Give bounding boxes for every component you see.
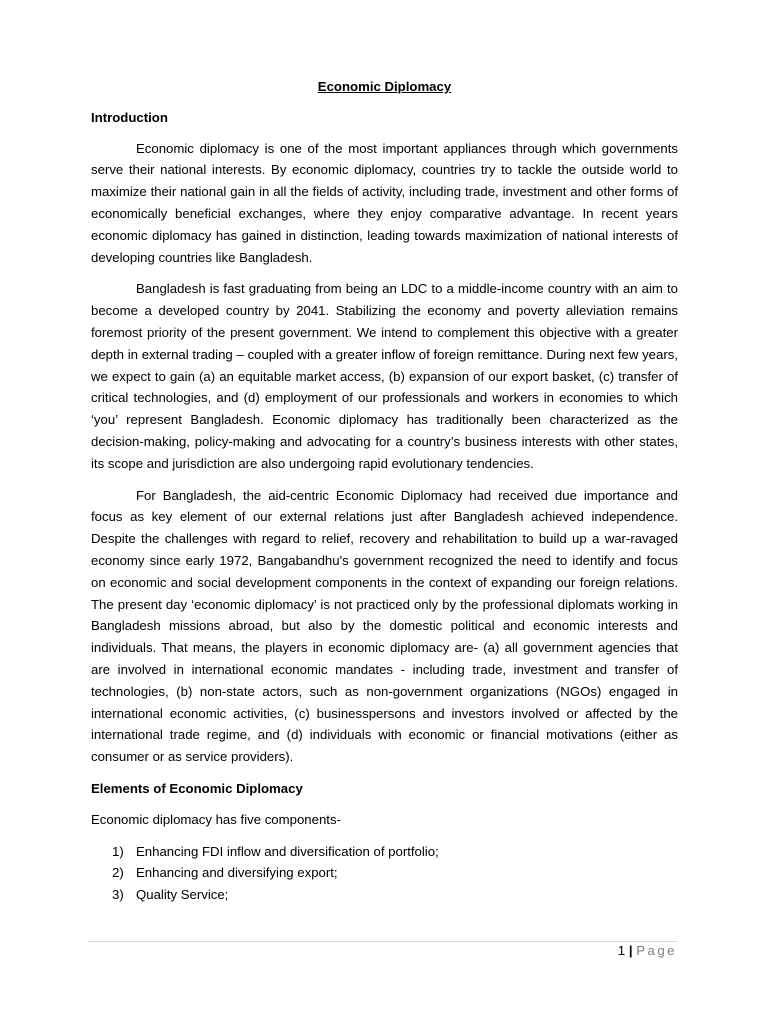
paragraph-introduction: Economic diplomacy is one of the most important appliances through which governments serve their national interests. By economic diplomacy, countries try to tackle the outside world to maximize their national gain in all the fields of activity, including trade, investment and other forms of economically beneficial exchanges, where they enjoy comparative advantage. In recent years economic diplomacy has gained in distinction, leading towards maximization of national interests of developing countries like Bangladesh. (91, 140, 678, 265)
list-item-number: 3) (112, 887, 124, 903)
footer-separator: | (628, 943, 633, 958)
list-item-text: Quality Service; (136, 887, 229, 903)
elements-heading: Elements of Economic Diplomacy (91, 780, 303, 796)
list-item-text: Enhancing FDI inflow and diversification of portfolio; (136, 843, 439, 859)
footer-divider (88, 941, 677, 942)
page-footer (618, 942, 677, 960)
list-item-text: Enhancing and diversifying export; (136, 865, 338, 881)
paragraph-bangladesh-graduation: Bangladesh is fast graduating from being an LDC to a middle-income country with an aim to become a developed country by 2041. Stabilizing the economy and poverty alleviation remains foremost priority of the present government. We intend to complement this objective with a greater depth in external trading – coupled with a greater inflow of foreign remittance. During next few years, we expect to gain (a) an equitable market access, (b) expansion of our export basket, (c) transfer of critical technologies, and (d) employment of our professionals and workers in economies to which ‘you’ represent Bangladesh. Economic diplomacy has traditionally been characterized as the decision-making, policy-making and advocating for a country’s business interests with other states, its scope and jurisdiction are also undergoing rapid evolutionary tendencies. (91, 281, 678, 471)
page-number: 1 (617, 943, 626, 958)
list-item-number: 2) (112, 865, 124, 881)
components-list (91, 841, 678, 906)
paragraph-aid-centric-diplomacy: For Bangladesh, the aid-centric Economic Diplomacy had received due importance and focus as key element of our external relations just after Bangladesh achieved independence. Despite the challenges with regard to relief, recovery and rehabilitation to build up a war-ravaged economy since early 1972, Bangabandhu's government recognized the need to identify and focus on economic and social development components in the context of expanding our foreign relations. The present day ‘economic diplomacy’ is not practiced only by the professional diplomats working in Bangladesh missions abroad, but also by the domestic political and economic interests and individuals. That means, the players in economic diplomacy are- (a) all government agencies that are involved in international economic mandates - including trade, investment and transfer of technologies, (b) non-state actors, such as non-government organizations (NGOs) engaged in international economic activities, (c) businesspersons and investors involved or affected by the international trade regime, and (d) individuals with economic or financial motivations (either as consumer or as service providers). (91, 487, 678, 765)
list-item (91, 884, 678, 906)
list-item (91, 841, 678, 863)
introduction-heading: Introduction (91, 109, 168, 125)
document-title: Economic Diplomacy (317, 79, 452, 94)
list-item-number: 1) (112, 843, 124, 859)
page-content (91, 76, 678, 906)
list-item (91, 862, 678, 884)
page-label: Page (636, 943, 677, 958)
elements-intro: Economic diplomacy has five components- (91, 811, 341, 827)
